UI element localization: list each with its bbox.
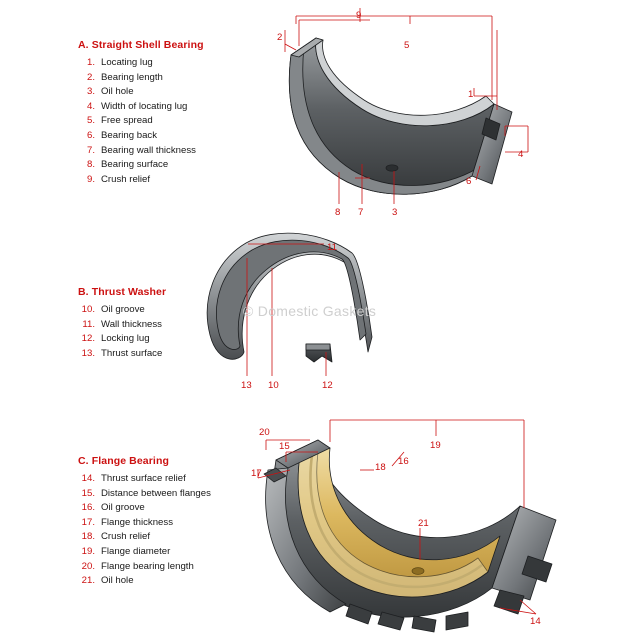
callout-number-a2: 2 [277,32,283,43]
legend-c-item-20-number: 20. [81,560,95,572]
legend-c-item-14 [78,472,211,487]
legend-a-item-8 [78,158,204,173]
legend-c-list [78,472,211,589]
legend-b-item-12-number: 12. [81,333,95,345]
legend-a-item-3 [78,85,204,100]
legend-a-list [78,56,204,187]
callout-number-c18: 18 [375,462,386,473]
legend-c-item-21-number: 21. [81,575,95,587]
legend-a-item-6-number: 6. [86,129,95,141]
legend-flange-bearing [78,455,211,589]
legend-a-item-7-label: Bearing wall thickness [101,144,196,156]
legend-b-item-13-label: Thrust surface [101,347,163,359]
legend-straight-shell-bearing [78,39,204,187]
callout-number-a6: 6 [466,176,472,187]
legend-c-item-16 [78,501,211,516]
legend-b-item-11 [78,318,166,333]
legend-c-item-20 [78,560,211,575]
legend-c-item-15 [78,487,211,502]
legend-c-item-20-label: Flange bearing length [101,560,194,572]
legend-a-item-1-label: Locating lug [101,57,153,68]
legend-c-title: C. Flange Bearing [78,455,169,467]
legend-c-item-15-label: Distance between flanges [101,487,211,499]
legend-b-item-12 [78,332,166,347]
legend-b-item-12-label: Locking lug [101,333,150,345]
legend-c-item-19-number: 19. [81,545,95,557]
legend-c-item-17-label: Flange thickness [101,516,173,528]
legend-c-item-17 [78,516,211,531]
legend-a-item-5-number: 5. [86,115,95,127]
legend-b-list [78,303,166,361]
legend-a-item-3-label: Oil hole [101,86,134,98]
callout-number-c17: 17 [251,468,262,479]
flange-bearing-art [264,440,556,632]
legend-c-item-14-label: Thrust surface relief [101,473,186,484]
legend-a-item-2 [78,71,204,86]
legend-c-item-19-label: Flange diameter [101,545,171,557]
callout-number-c20: 20 [259,427,270,438]
legend-a-item-2-label: Bearing length [101,71,163,83]
legend-c-item-18 [78,530,211,545]
legend-b-item-10 [78,303,166,318]
legend-a-item-2-number: 2. [86,71,95,83]
legend-c-item-19 [78,545,211,560]
legend-a-item-1-number: 1. [86,57,95,68]
legend-a-item-9 [78,173,204,188]
callout-number-c21: 21 [418,518,429,529]
legend-c-item-18-label: Crush relief [101,531,151,543]
legend-b-title: B. Thrust Washer [78,286,167,298]
legend-a-item-4-number: 4. [86,100,95,112]
legend-a-title: A. Straight Shell Bearing [78,39,204,51]
legend-a-item-4 [78,100,204,115]
callout-number-a5: 5 [404,40,410,51]
legend-b-item-11-label: Wall thickness [101,318,162,330]
legend-b-item-13 [78,347,166,362]
legend-a-item-5-label: Free spread [101,115,153,127]
legend-a-item-9-label: Crush relief [101,173,151,185]
legend-a-item-1 [78,56,204,71]
legend-a-item-7 [78,144,204,159]
legend-a-item-5 [78,114,204,129]
legend-b-item-10-label: Oil groove [101,304,145,315]
legend-a-item-9-number: 9. [86,173,95,185]
callout-number-c16: 16 [398,456,409,467]
legend-b-item-11-number: 11. [82,318,95,330]
callout-number-a8: 8 [335,207,341,218]
callout-number-a4: 4 [518,149,524,160]
callout-number-b10: 10 [268,380,279,391]
callout-number-b13: 13 [241,380,252,391]
legend-c-item-16-number: 16. [81,502,95,514]
legend-c-item-16-label: Oil groove [101,502,145,514]
legend-a-item-7-number: 7. [86,144,95,156]
legend-b-item-10-number: 10. [81,304,95,315]
legend-thrust-washer [78,286,166,361]
callout-number-b12: 12 [322,380,333,391]
callout-number-a1: 1 [468,89,474,100]
legend-a-item-6-label: Bearing back [101,129,157,141]
callout-number-c19: 19 [430,440,441,451]
legend-c-item-21-label: Oil hole [101,575,134,587]
callout-number-c15: 15 [279,441,290,452]
legend-c-item-15-number: 15. [81,487,95,499]
callout-number-b11: 11 [327,242,337,253]
legend-a-item-3-number: 3. [86,86,95,98]
legend-c-item-18-number: 18. [81,531,95,543]
legend-c-item-17-number: 17. [81,516,95,528]
callout-number-a7: 7 [358,207,364,218]
legend-c-item-14-number: 14. [81,473,95,484]
legend-a-item-8-label: Bearing surface [101,159,169,171]
legend-a-item-8-number: 8. [86,159,95,171]
callout-number-a3: 3 [392,207,398,218]
legend-a-item-6 [78,129,204,144]
legend-c-item-21 [78,574,211,589]
legend-a-item-4-label: Width of locating lug [101,100,188,112]
callout-number-a9: 9 [356,10,362,21]
legend-b-item-13-number: 13. [81,347,95,359]
callout-number-c14: 14 [530,616,541,627]
watermark: © Domestic Gaskets [243,303,377,319]
thrust-washer-art [207,233,372,362]
